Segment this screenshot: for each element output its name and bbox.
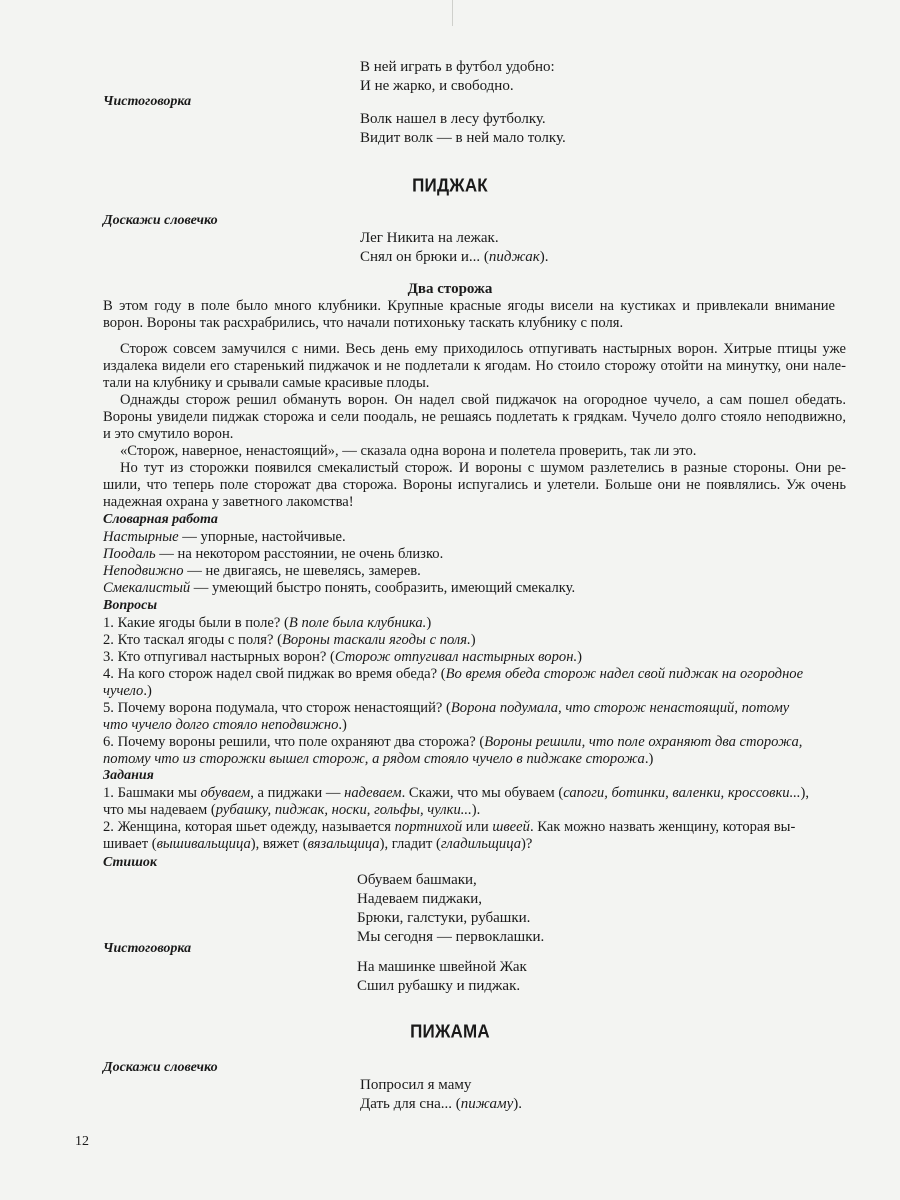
poem-line: Обуваем башмаки, (357, 872, 477, 888)
task-item: 2. Женщина, которая шьет одежду, называется портнихой или швеей. Как можно назвать женщину, которая вы- (103, 819, 796, 835)
story-line-4: издалека видели его старенький пиджачок и не подлетали к ягодам. Но стоило сторожу отойти на минутку, они нале- (103, 358, 846, 374)
poem-zhak (357, 958, 527, 996)
story-line-6: Однажды сторож решил обмануть ворон. Он надел свой пиджачок на огородное чучело, а сам пошел обедать. (120, 392, 846, 408)
section-title-pizhama: ПИЖАМА (410, 1021, 490, 1042)
poem-football (360, 58, 555, 96)
page-number: 12 (75, 1134, 89, 1149)
question-item: 2. Кто таскал ягоды с поля? (Вороны таскали ягоды с поля.) (103, 632, 476, 648)
poem-nikita (360, 229, 548, 267)
poem-line: Брюки, галстуки, рубашки. (357, 910, 531, 926)
story-line-3: Сторож совсем замучился с ними. Весь день ему приходилось отпугивать настырных ворон. Хитрые птицы уже (120, 341, 846, 357)
poem-line: Волк нашел в лесу футболку. (360, 111, 546, 127)
poem-mama (360, 1076, 522, 1114)
question-item: 4. На кого сторож надел свой пиджак во время обеда? (Во время обеда сторож надел свой пиджак на огородное (103, 666, 804, 682)
story-line-12: надежная охрана у заветного лакомства! (103, 494, 354, 510)
story-line: В этом году в поле было много клубники. Крупные красные ягоды висели на кустиках и привлекали внимание (103, 298, 835, 314)
label-chistogovorka: Чистоговорка (103, 94, 192, 109)
story-line-11: шили, что теперь поле сторожат два сторожа. Вороны испугались и улетели. Больше они не появлялись. Уж очень (103, 477, 846, 493)
poem-wolf (360, 110, 566, 148)
story-line-2: ворон. Вороны так расхрабрились, что начали потихоньку таскать клубнику с поля. (103, 315, 624, 331)
questions-list (103, 615, 846, 768)
question-item: 3. Кто отпугивал настырных ворон? (Сторож отпугивал настырных ворон.) (103, 649, 582, 665)
label-zadaniya: Задания (103, 768, 154, 783)
poem-line: Лег Никита на лежак. (360, 230, 499, 246)
poem-line: И не жарко, и свободно. (360, 78, 514, 94)
poem-line: В ней играть в футбол удобно: (360, 59, 555, 75)
story-line-9: «Сторож, наверное, ненастоящий», — сказала одна ворона и полетела проверить, так ли это. (120, 443, 697, 459)
answer-word: пижаму (460, 1096, 514, 1112)
label-chistogovorka: Чистоговорка (103, 941, 192, 956)
question-item: 5. Почему ворона подумала, что сторож ненастоящий? (Ворона подумала, что сторож ненастоящий, потому (103, 700, 790, 716)
poem-stishok (357, 871, 544, 947)
poem-line: На машинке швейной Жак (357, 959, 527, 975)
question-item-cont: чучело.) (103, 683, 152, 699)
question-item: 6. Почему вороны решили, что поле охраняют два сторожа? (Вороны решили, что поле охраняют два сторожа, (103, 734, 803, 750)
story-line-10: Но тут из сторожки появился смекалистый сторож. И вороны с шумом разлетелись в разные стороны. Они ре- (120, 460, 846, 476)
story-line-8: и это смутило ворон. (103, 426, 234, 442)
story-line-7: Вороны увидели пиджак сторожа и сели поодаль, не решаясь подлетать к грядкам. Чучело долго стояло неподвижно, (103, 409, 846, 425)
poem-line: Дать для сна... (пижаму). (360, 1096, 523, 1112)
task-item-cont: шивает (вышивальщица), вяжет (вязальщица), гладит (гладильщица)? (103, 836, 533, 852)
vocab-item: Поодаль — на некотором расстоянии, не очень близко. (103, 546, 444, 562)
question-item: 1. Какие ягоды были в поле? (В поле была клубника.) (103, 615, 432, 631)
label-doskazhi: Доскажи словечко (103, 213, 218, 228)
vocab-item: Смекалистый — умеющий быстро понять, сообразить, имеющий смекалку. (103, 580, 576, 596)
label-stishok: Стишок (103, 855, 157, 870)
answer-word: пиджак (488, 249, 540, 265)
page-fold-line (452, 0, 453, 26)
vocab-item: Неподвижно — не двигаясь, не шевелясь, замерев. (103, 563, 421, 579)
label-voprosy: Вопросы (103, 598, 158, 613)
story-line-5: тали на клубнику и срывали самые красивые плоды. (103, 375, 430, 391)
story-paragraphs (103, 298, 846, 315)
poem-line: Снял он брюки и... (пиджак). (360, 249, 549, 265)
poem-line: Видит волк — в ней мало толку. (360, 130, 566, 146)
question-item-cont: потому что из сторожки вышел сторож, а рядом стояло чучело в пиджаке сторожа.) (103, 751, 654, 767)
task-item: 1. Башмаки мы обуваем, а пиджаки — надеваем. Скажи, что мы обуваем (сапоги, ботинки, валенки, кроссовки...), (103, 785, 810, 801)
story-title: Два сторожа (407, 281, 493, 297)
vocab-item: Настырные — упорные, настойчивые. (103, 529, 346, 545)
task-item-cont: что мы надеваем (рубашку, пиджак, носки, гольфы, чулки...). (103, 802, 481, 818)
poem-line: Надеваем пиджаки, (357, 891, 482, 907)
poem-line: Мы сегодня — первоклашки. (357, 929, 545, 945)
question-item-cont: что чучело долго стояло неподвижно.) (103, 717, 347, 733)
label-doskazhi: Доскажи словечко (103, 1060, 218, 1075)
poem-line: Сшил рубашку и пиджак. (357, 978, 521, 994)
tasks-list (103, 785, 846, 853)
section-title-pidzhak: ПИДЖАК (412, 175, 488, 196)
label-slovarnaya-rabota: Словарная работа (103, 512, 218, 527)
vocab-list (103, 529, 846, 597)
poem-line: Попросил я маму (360, 1077, 472, 1093)
